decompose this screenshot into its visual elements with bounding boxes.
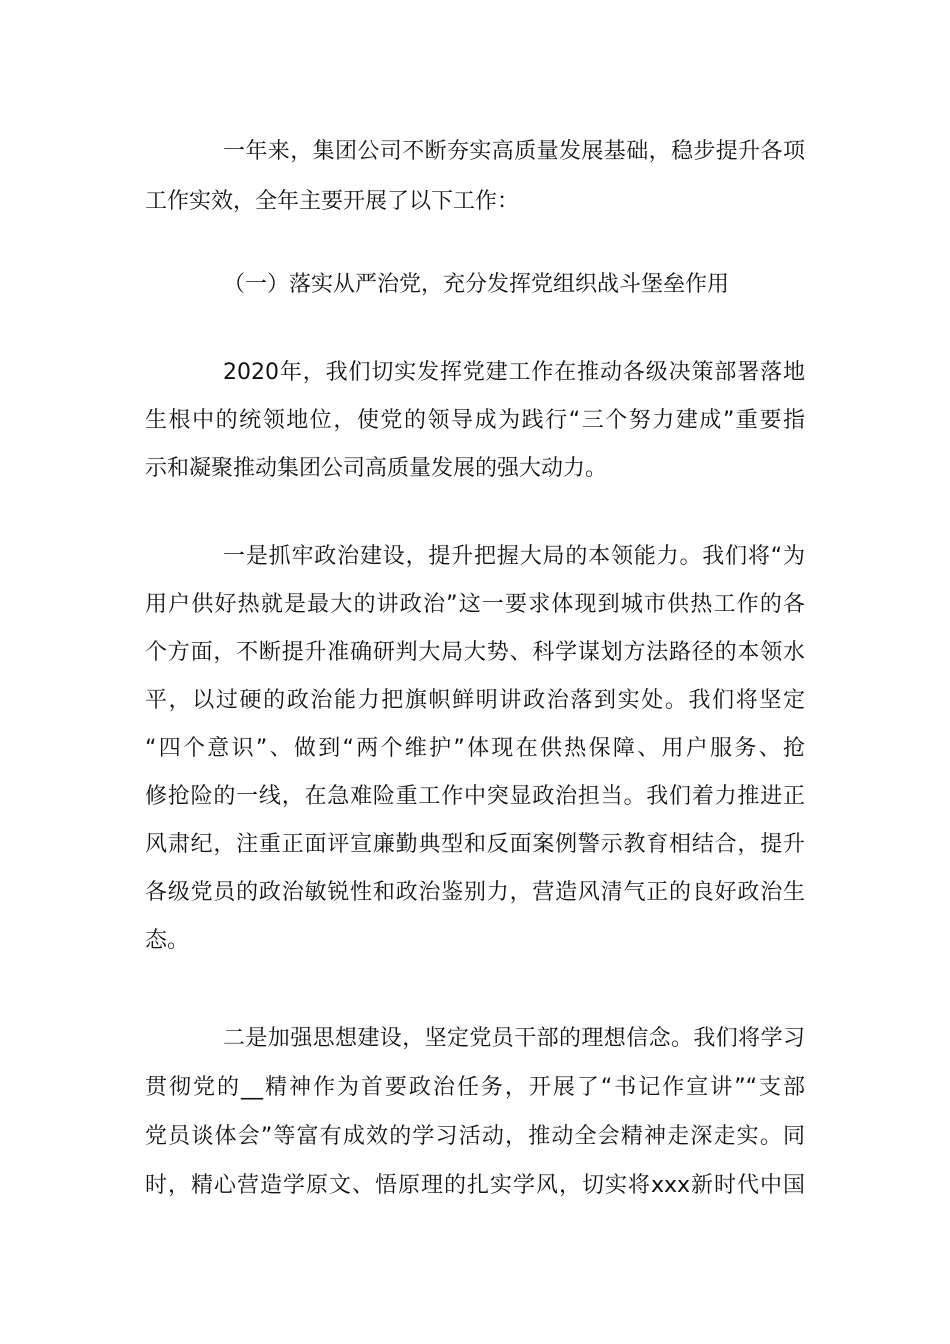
paragraph-3-line-6: 修抢险的一线，在急难险重工作中突显政治担当。我们着力推进正 bbox=[145, 784, 805, 809]
paragraph-3-line-4: 平，以过硬的政治能力把旗帜鲜明讲政治落到实处。我们将坚定 bbox=[145, 688, 805, 713]
paragraph-4-line-4: 时，精心营造学原文、悟原理的扎实学风，切实将xxx新时代中国 bbox=[145, 1173, 805, 1198]
paragraph-3-line-9: 态。 bbox=[145, 928, 190, 953]
paragraph-1-line-2: 工作实效，全年主要开展了以下工作： bbox=[145, 189, 520, 214]
paragraph-2-line-2: 生根中的统领地位，使党的领导成为践行“三个努力建成”重要指 bbox=[145, 408, 805, 433]
paragraph-3-line-1: 一是抓牢政治建设，提升把握大局的本领能力。我们将“为 bbox=[223, 544, 805, 569]
paragraph-4-line-1: 二是加强思想建设，坚定党员干部的理想信念。我们将学习 bbox=[223, 1026, 805, 1051]
paragraph-4-line-2: 贯彻党的__精神作为首要政治任务，开展了“书记作宣讲”“支部 bbox=[145, 1075, 805, 1100]
paragraph-3-line-8: 各级党员的政治敏锐性和政治鉴别力，营造风清气正的良好政治生 bbox=[145, 880, 805, 905]
paragraph-3-line-7: 风肃纪，注重正面评宣廉勤典型和反面案例警示教育相结合，提升 bbox=[145, 832, 805, 857]
paragraph-3-line-3: 个方面，不断提升准确研判大局大势、科学谋划方法路径的本领水 bbox=[145, 640, 805, 665]
paragraph-3-line-2: 用户供好热就是最大的讲政治”这一要求体现到城市供热工作的各 bbox=[145, 592, 805, 617]
paragraph-3-line-5: “四个意识”、做到“两个维护”体现在供热保障、用户服务、抢 bbox=[145, 736, 805, 761]
paragraph-2-line-3: 示和凝聚推动集团公司高质量发展的强大动力。 bbox=[145, 456, 608, 481]
paragraph-4-line-3: 党员谈体会”等富有成效的学习活动，推动全会精神走深走实。同 bbox=[145, 1124, 805, 1149]
section-heading: （一）落实从严治党，充分发挥党组织战斗堡垒作用 bbox=[223, 272, 730, 297]
paragraph-2-line-1: 2020年，我们切实发挥党建工作在推动各级决策部署落地 bbox=[223, 360, 805, 385]
paragraph-1-line-1: 一年来，集团公司不断夯实高质量发展基础，稳步提升各项 bbox=[223, 139, 805, 164]
